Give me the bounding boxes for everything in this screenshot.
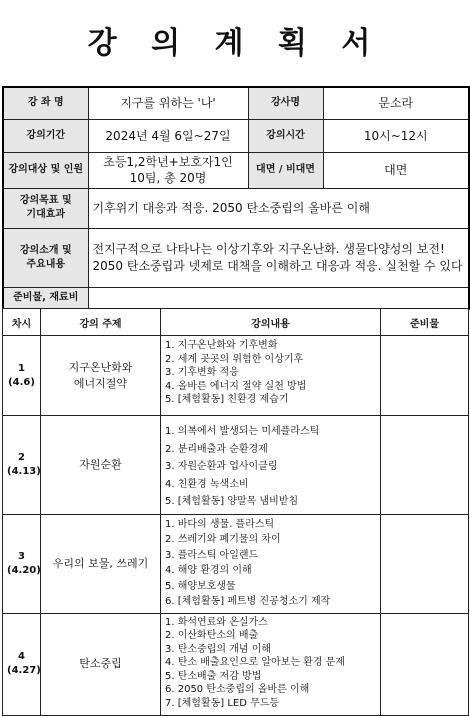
session-content [161,336,381,416]
session-content [161,514,381,613]
intro-label-line-1: 강의소개 및 [19,244,72,256]
info-row-period [3,119,469,152]
content-item: 5. 해양보호생물 [165,580,236,592]
topic-line: 자원순환 [79,457,122,471]
session-content [161,416,381,515]
target-value-line-2: 10팀, 총 20명 [129,171,207,185]
header-session: 차시 [3,309,41,336]
content-item: 1. 의복에서 발생되는 미세플라스틱 [165,426,320,437]
target-value [88,152,248,188]
content-item: 2. 분리배출과 순환경제 [165,443,268,455]
intro-label-line-2: 주요내용 [26,258,66,270]
info-row-materials [3,287,469,309]
info-row-target [3,152,469,188]
target-label: 강의대상 및 인원 [3,152,88,188]
period-label: 강의기간 [3,119,88,152]
session-number [3,514,41,613]
session-no: 3 [18,550,25,562]
content-item: 6. [체험활동] 페트병 진공청소기 제작 [165,596,331,607]
session-date: (4.27) [7,665,41,676]
intro-label [3,228,88,287]
content-item: 1. 화석연료와 온실가스 [165,616,268,628]
topic-line: 탄소중립 [79,657,122,670]
header-content: 강의내용 [161,309,381,336]
session-no: 1 [18,362,25,374]
info-row-goal [3,188,469,228]
goal-value: 기후위기 대응과 적응. 2050 탄소중립의 올바른 이해 [88,188,469,228]
content-item: 5. [체험활동] 친환경 제습기 [165,394,289,405]
goal-label-line-1: 강의목표 및 [19,195,72,206]
content-item: 3. 기후변화 적응 [165,367,239,378]
session-prep [381,514,469,613]
content-item: 4. 올바른 에너지 절약 실천 방법 [165,380,307,392]
content-item: 2. 이산화탄소의 배출 [165,630,259,641]
time-label: 강의시간 [248,119,323,152]
session-date: (4.20) [7,564,41,576]
session-topic [41,514,161,613]
header-prep: 준비물 [381,309,469,336]
course-info-table [2,86,470,310]
session-content [161,613,381,715]
topic-line: 에너지절약 [73,376,128,390]
session-prep [381,336,469,416]
materials-label: 준비물, 재료비 [3,287,88,309]
content-item: 5. 탄소배출 저감 방법 [165,670,262,682]
session-topic [41,416,161,515]
session-number [3,613,41,715]
session-prep [381,613,469,715]
content-item: 4. 친환경 녹색소비 [165,478,249,490]
session-topic [41,613,161,715]
content-item: 5. [체험활동] 양말목 냄비받침 [165,496,299,507]
materials-value [88,287,469,309]
topic-line: 우리의 보물, 쓰레기 [52,556,149,570]
topic-line: 지구온난화와 [68,360,133,374]
mode-label: 대면 / 비대면 [248,152,323,188]
session-date: (4.13) [7,465,41,477]
content-item: 1. 바다의 생물. 플라스틱 [165,518,275,530]
target-value-line-1: 초등1,2학년+보호자1인 [103,155,233,169]
schedule-row [3,336,469,416]
content-item: 2. 쓰레기와 폐기물의 차이 [165,534,281,545]
session-date: (4.6) [8,376,35,388]
session-number [3,336,41,416]
session-topic [41,336,161,416]
course-name-label: 강 좌 명 [3,87,88,119]
content-item: 6. 2050 탄소중립의 올바른 이해 [165,684,310,695]
course-name-value: 지구를 위하는 '나' [88,87,248,119]
content-item: 2. 세계 곳곳의 위험한 이상기후 [165,353,304,365]
header-topic: 강의 주제 [41,309,161,336]
instructor-value: 문소라 [323,87,469,119]
schedule-row [3,613,469,715]
info-row-intro [3,228,469,287]
content-item: 7. [체험활동] LED 무드등 [165,697,280,709]
content-item: 4. 탄소 배출요인으로 알아보는 환경 문제 [165,657,345,668]
session-no: 2 [18,451,25,463]
content-item: 3. 자원순환과 업사이클링 [165,461,278,472]
document-title: 강 의 계 획 서 [87,26,383,61]
intro-value: 전지구적으로 나타나는 이상기후와 지구온난화. 생물다양성의 보전! 2050 탄소중립과 넷제로 대책을 이해하고 대응과 적응. 실천할 수 있다 [88,228,469,287]
instructor-label: 강사명 [248,87,323,119]
session-prep [381,416,469,515]
time-value: 10시~12시 [323,119,469,152]
info-row-name [3,87,469,119]
period-value: 2024년 4월 6일~27일 [88,119,248,152]
schedule-header-row [3,309,469,336]
schedule-row [3,416,469,515]
session-no: 4 [18,651,25,662]
schedule-row [3,514,469,613]
session-number [3,416,41,515]
content-item: 4. 해양 환경의 이해 [165,565,252,576]
content-item: 3. 탄소중립의 개념 이해 [165,643,272,655]
schedule-table [2,308,469,716]
goal-label-line-2: 기대효과 [26,209,66,220]
goal-label [3,188,88,228]
mode-value: 대면 [323,152,469,188]
content-item: 1. 지구온난화와 기후변화 [165,340,278,351]
content-item: 3. 플라스틱 아일랜드 [165,549,259,561]
